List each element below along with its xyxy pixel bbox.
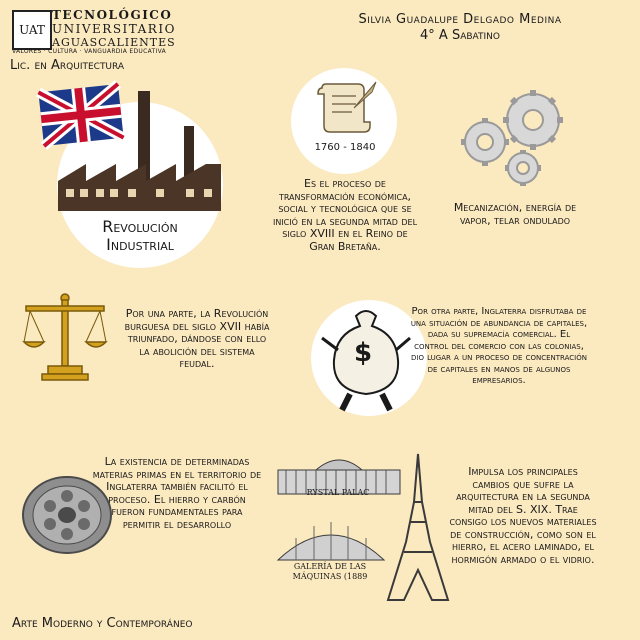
machine-gallery-icon — [276, 516, 386, 562]
degree-title: Lic. en Arquitectura — [10, 58, 125, 73]
gears-icon — [455, 90, 575, 190]
materials-text: La existencia de determinadas materias primas en el territorio de Inglaterra también facilitó el proceso. El hierro y carbón fueron fundamentales para permitir el desarrollo — [92, 455, 262, 531]
author-group: 4° A Sabatino — [420, 28, 500, 43]
crystal-palace-caption: RYSTAL PALAC — [306, 488, 370, 497]
dollar-sign: $ — [354, 338, 373, 368]
logo-line-3: AGUASCALIENTES — [52, 36, 176, 49]
bourgeois-text: Por una parte, la Revolución burguesa del siglo XVII había triunfado, dándose con ello la abolición del sistema feudal. — [124, 307, 270, 370]
definition-text: Es el proceso de transformación económica, social y tecnológica que se inició en la segunda mitad del siglo XVIII en el Reino de Gran Bretaña. — [272, 177, 418, 253]
logo-mark: UAT — [19, 23, 45, 37]
scroll-quill-icon — [314, 78, 378, 138]
university-logo — [12, 10, 52, 50]
revolution-label-line-1: Revolución — [102, 217, 178, 236]
eiffel-tower-icon — [384, 452, 452, 602]
course-footer: Arte Moderno y Contemporáneo — [12, 616, 193, 631]
machine-gallery-caption: GALERÍA DE LAS MÁQUINAS (1889 — [292, 562, 368, 581]
scales-icon — [20, 292, 110, 384]
author-name: Silvia Guadalupe Delgado Medina — [358, 12, 562, 27]
capital-text: Por otra parte, Inglaterra disfrutaba de una situación de abundancia de capitales, dada su supremacía comercial. El control del comercio con las colonias, dio lugar a un proceso de concentración de capitales en manos de algunos empresarios. — [410, 306, 588, 386]
logo-line-2: UNIVERSITARIO — [52, 22, 176, 36]
revolution-label — [80, 218, 200, 254]
dates-text: 1760 - 1840 — [314, 142, 376, 153]
revolution-label-line-2: Industrial — [106, 235, 174, 254]
mechanization-text: Mecanización, energía de vapor, telar ondulado — [453, 201, 577, 227]
factory-icon — [56, 86, 226, 216]
logo-tagline: VALORES · CULTURA · VANGUARDIA EDUCATIVA — [12, 48, 166, 55]
architecture-text: Impulsa los principales cambios que sufre la arquitectura en la segunda mitad del S. XIX. Trae consigo los nuevos materiales de construcción, como son el hierro, el acero laminado, el hormigón armado o el vidrio. — [449, 465, 597, 566]
logo-line-1: TECNOLÓGICO — [52, 8, 173, 22]
